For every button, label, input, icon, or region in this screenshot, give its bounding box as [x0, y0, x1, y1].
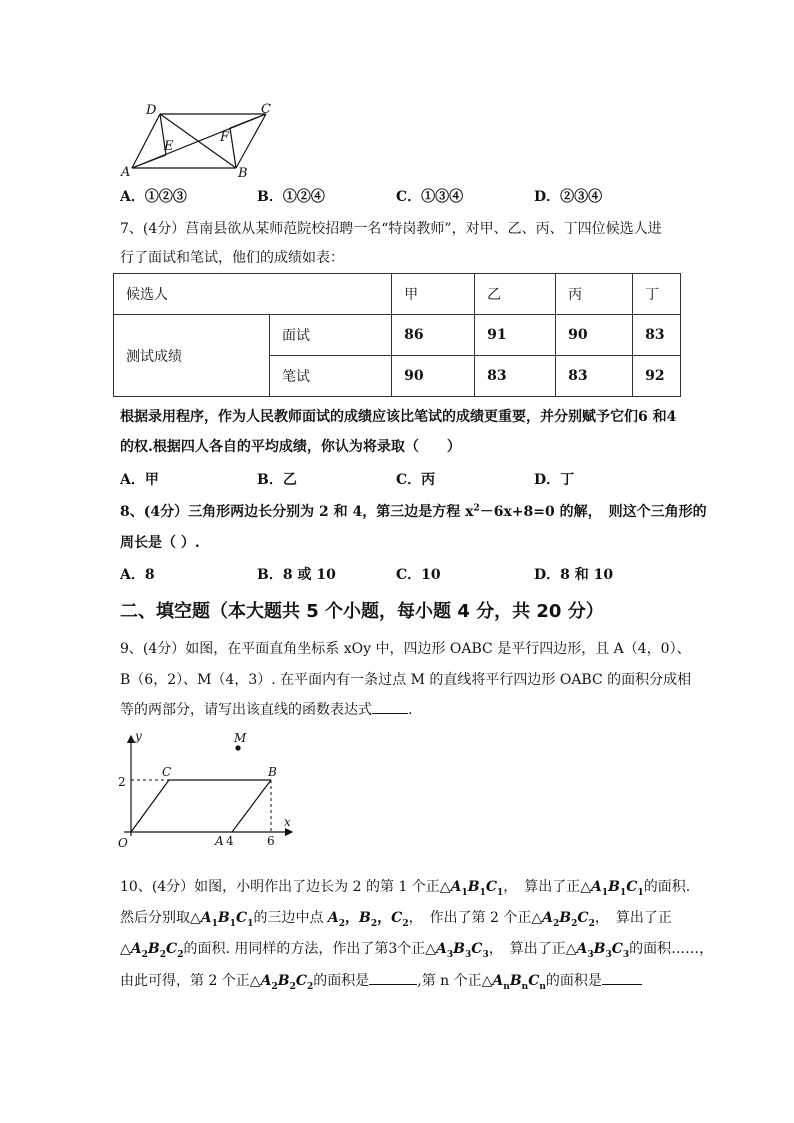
q9-text-line1: 9、(4分）如图，在平面直角坐标系 xOy 中，四边形 OABC 是平行四边形，且 A（4，0）、	[120, 641, 691, 657]
q8-exponent: 2	[473, 503, 480, 514]
q10-text: 然后分别取△	[120, 910, 201, 926]
q8-option-d[interactable]: D．8 和 10	[534, 567, 614, 583]
q10-text: 的面积.	[643, 879, 691, 895]
sym: C	[577, 910, 589, 926]
q8-text-line2: 周长是（ ）.	[120, 535, 200, 551]
q8-option-a[interactable]: A．8	[120, 567, 155, 583]
sym: B	[453, 941, 466, 957]
q10-text: 10、(4分）如图，小明作出了边长为 2 的第 1 个正△	[120, 879, 451, 895]
sym: C	[485, 879, 497, 895]
table-cell: 92	[633, 356, 681, 397]
q8-text-b: －6x+8=0 的解， 则这个三角形的	[479, 504, 707, 520]
sym: A	[260, 973, 272, 989]
q10-text: ， 作出了第 2 个正△	[408, 910, 543, 926]
q10-text: ， 算出了正△	[488, 941, 577, 957]
sym: C	[166, 941, 178, 957]
table-header-yi: 乙	[475, 274, 556, 315]
label-c: C	[162, 765, 172, 779]
table-cell: 83	[556, 356, 633, 397]
sym: 1	[479, 887, 486, 898]
sym: 1	[247, 918, 254, 929]
table-cell: 83	[475, 356, 556, 397]
q10-text: ， 算出了正△	[503, 879, 592, 895]
sym: A	[542, 910, 554, 926]
table-cell: 90	[556, 315, 633, 356]
sym: A	[576, 941, 588, 957]
sym: 1	[211, 918, 218, 929]
sym: C	[236, 910, 248, 926]
table-row-label: 面试	[270, 315, 392, 356]
sym: 1	[229, 918, 237, 929]
q10-answer-blank-2[interactable]	[602, 970, 642, 985]
sym: 2	[289, 981, 296, 992]
sym: 3	[587, 949, 594, 960]
table-row	[114, 315, 681, 356]
sym: A	[327, 910, 339, 926]
sym: B	[559, 910, 572, 926]
sym: B	[147, 941, 160, 957]
sym: 2	[402, 918, 409, 929]
sym: B	[359, 910, 371, 926]
sym: A	[450, 879, 462, 895]
sym: B	[608, 879, 621, 895]
sym: C	[528, 973, 540, 989]
q10-text-line3	[120, 938, 713, 960]
sym: A	[130, 941, 142, 957]
sym: A	[200, 910, 212, 926]
q10-text: 的面积……，	[629, 941, 714, 957]
q6-options	[120, 186, 680, 206]
sym: 3	[605, 949, 612, 960]
sym: 2	[306, 981, 314, 992]
sym: 2	[271, 981, 278, 992]
table-cell: 83	[633, 315, 681, 356]
label-d: D	[146, 103, 157, 118]
sym: n	[539, 981, 546, 992]
sym: n	[503, 981, 510, 992]
sym: 1	[637, 887, 644, 898]
sym: 1	[601, 887, 609, 898]
q9-text-end: .	[408, 702, 413, 718]
sym: A	[591, 879, 602, 895]
sym: C	[626, 879, 638, 895]
table-group-label: 测试成绩	[114, 315, 270, 397]
sym: C	[611, 941, 623, 957]
q7-option-b[interactable]: B．乙	[257, 472, 297, 488]
sym: C	[295, 973, 307, 989]
q8-text-a: 8、(4分）三角形两边长分别为 2 和 4，第三边是方程 x	[120, 504, 474, 520]
sym: B	[467, 879, 480, 895]
table-row-label: 笔试	[270, 356, 392, 397]
sym: C	[391, 910, 403, 926]
label-b: B	[238, 166, 248, 180]
q10-text-line4	[120, 970, 642, 992]
sym: n	[521, 981, 529, 992]
sym: 2	[338, 918, 346, 929]
label-m: M	[234, 731, 247, 745]
sym: 2	[177, 949, 184, 960]
q10-text: 的面积. 用同样的方法，作出了第3个正△	[183, 941, 437, 957]
q10-text: 的面积是	[313, 973, 370, 989]
table-header-jia: 甲	[392, 274, 475, 315]
coordinate-figure	[114, 728, 304, 852]
sym: A	[492, 973, 504, 989]
q6-option-d[interactable]: D．②③④	[534, 189, 603, 205]
q8-options	[120, 564, 680, 584]
label-o: O	[118, 836, 128, 850]
table-cell: 90	[392, 356, 475, 397]
label-a: A	[215, 834, 224, 848]
label-6: 6	[267, 834, 275, 848]
sym: 1	[461, 887, 468, 898]
q7-text-line1: 7、(4分）莒南县欲从某师范院校招聘一名“特岗教师”，对甲、乙、丙、丁四位候选人进	[120, 221, 662, 237]
q10-text: △	[120, 941, 131, 957]
q10-text: ， 算出了正	[594, 910, 672, 926]
parallelogram-figure	[118, 100, 278, 180]
sym: 3	[482, 949, 489, 960]
q8-option-c[interactable]: C．10	[396, 567, 441, 583]
q10-text: ,第 n 个正△	[417, 973, 493, 989]
q10-text: 的面积是	[545, 973, 602, 989]
sym: 2	[553, 918, 560, 929]
label-2: 2	[118, 775, 126, 789]
sym: 3	[622, 949, 630, 960]
sym: 2	[159, 949, 167, 960]
q8-text-line1	[120, 501, 707, 521]
table-cell: 86	[392, 315, 475, 356]
label-b: B	[268, 765, 277, 779]
sym: B	[277, 973, 290, 989]
table-header-ding: 丁	[633, 274, 681, 315]
sym: 2	[571, 918, 578, 929]
sym: 2	[141, 949, 148, 960]
label-y-axis: y	[135, 729, 142, 743]
score-table	[113, 273, 681, 397]
table-header-candidate: 候选人	[114, 274, 392, 315]
label-c: C	[261, 102, 271, 117]
q9-text-line3	[120, 699, 412, 719]
q7-text-line2: 行了面试和笔试，他们的成绩如表：	[120, 250, 344, 266]
q10-text-line1	[120, 876, 690, 898]
q8-option-b[interactable]: B．8 或 10	[257, 567, 336, 583]
sym: 2	[370, 918, 378, 929]
q9-text-c: 等的两部分，请写出该直线的函数表达式	[120, 702, 372, 718]
sym: 1	[496, 887, 504, 898]
q9-text-line2: B（6，2）、M（4，3）. 在平面内有一条过点 M 的直线将平行四边形 OABC 的面积分成相	[120, 672, 692, 688]
q7-options	[120, 469, 680, 489]
sym: 3	[446, 949, 454, 960]
sym: B	[217, 910, 230, 926]
table-cell: 91	[475, 315, 556, 356]
sym: ，	[345, 910, 360, 926]
q7-option-c[interactable]: C．丙	[396, 472, 436, 488]
label-f: F	[220, 130, 230, 145]
sym: 1	[620, 887, 627, 898]
sym: A	[436, 941, 447, 957]
label-4: 4	[226, 834, 234, 848]
sym: 2	[588, 918, 595, 929]
sym: B	[509, 973, 522, 989]
q6-option-a[interactable]: A．①②③	[120, 189, 187, 205]
q6-option-b[interactable]: B．①②④	[257, 189, 325, 205]
q10-text-line2	[120, 907, 672, 929]
q10-text: 由此可得，第 2 个正△	[120, 973, 261, 989]
table-header-bing: 丙	[556, 274, 633, 315]
q7-option-a[interactable]: A．甲	[120, 472, 159, 488]
sym: C	[471, 941, 483, 957]
q10-text: 的三边中点	[253, 910, 328, 926]
q9-answer-blank[interactable]	[372, 699, 408, 714]
label-a: A	[121, 165, 131, 180]
label-e: E	[164, 139, 174, 154]
point-m	[235, 745, 240, 750]
q6-option-c[interactable]: C．①③④	[396, 189, 464, 205]
q7-text-line3: 根据录用程序，作为人民教师面试的成绩应该比笔试的成绩更重要，并分别赋予它们6 和4	[120, 409, 677, 425]
section-title: 二、填空题（本大题共 5 个小题，每小题 4 分，共 20 分）	[120, 601, 604, 622]
label-x-axis: x	[284, 815, 291, 829]
sym: ，	[377, 910, 392, 926]
sym: B	[593, 941, 606, 957]
q7-text-line4: 的权.根据四人各自的平均成绩，你认为将录取（ ）	[120, 439, 461, 455]
q7-option-d[interactable]: D．丁	[534, 472, 575, 488]
sym: 3	[465, 949, 472, 960]
q10-answer-blank-1[interactable]	[369, 970, 417, 985]
